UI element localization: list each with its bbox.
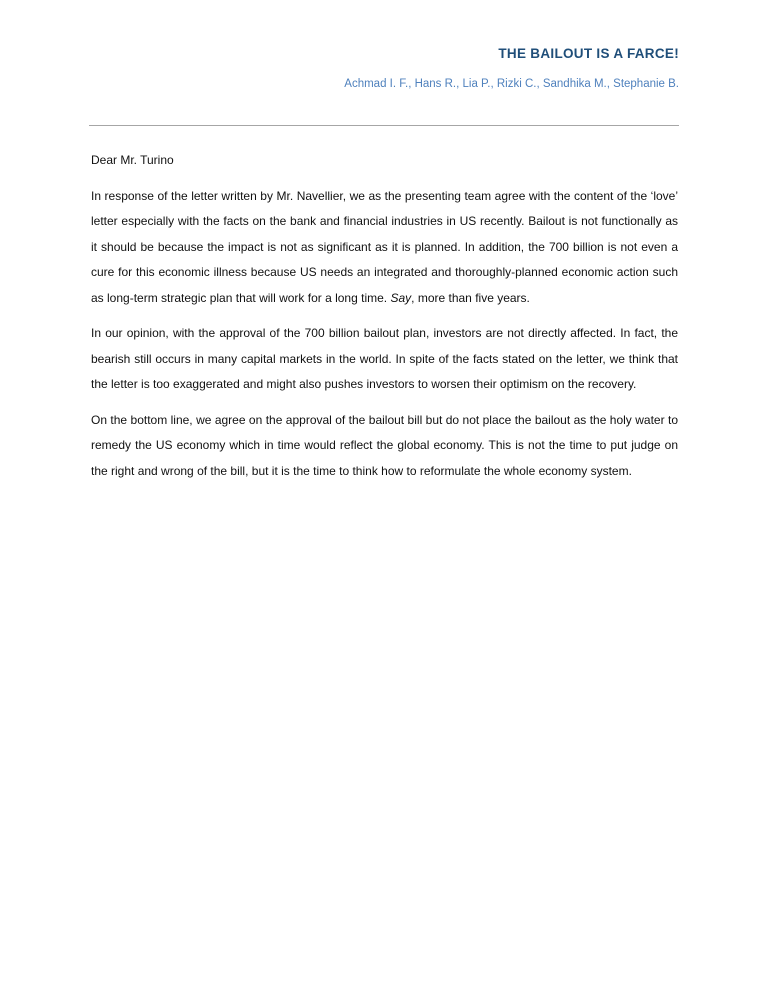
paragraph-3: On the bottom line, we agree on the approval of the bailout bill but do not place the bailout as the holy water to remedy the US economy which in time would reflect the global economy. This is not the time to put judge on the right and wrong of the bill, but it is the time to think how to reformulate the whole economy system. [91, 412, 678, 478]
paragraph-2: In our opinion, with the approval of the 700 billion bailout plan, investors are not directly affected. In fact, the bearish still occurs in many capital markets in the world. In spite of the facts stated on the letter, we think that the letter is too exaggerated and might also pushes investors to worsen their optimism on the recovery. [91, 326, 678, 391]
paragraph-1-text-a: In response of the letter written by Mr. Navellier, we as the presenting team agree with the content of the ‘love’ letter especially with the facts on the bank and financial industries in US recently. Bailout is not functionally as it should be because the impact is not as significant as it is planned. In addition, the 700 billion is not even a cure for this economic illness because US needs an integrated and thoroughly-planned economic action such as long-term strategic plan that will work for a long time. [91, 188, 678, 305]
header-divider [89, 125, 679, 126]
document-header [89, 44, 679, 92]
paragraph-1-emphasis: Say [390, 290, 412, 305]
letter-body [91, 148, 678, 494]
author-list: Achmad I. F., Hans R., Lia P., Rizki C., Sandhika M., Stephanie B. [344, 78, 679, 90]
salutation: Dear Mr. Turino [91, 153, 174, 167]
paragraph-1-text-b: , more than five years. [411, 290, 530, 305]
document-title: THE BAILOUT IS A FARCE! [498, 46, 679, 61]
paragraph-1 [91, 184, 678, 312]
